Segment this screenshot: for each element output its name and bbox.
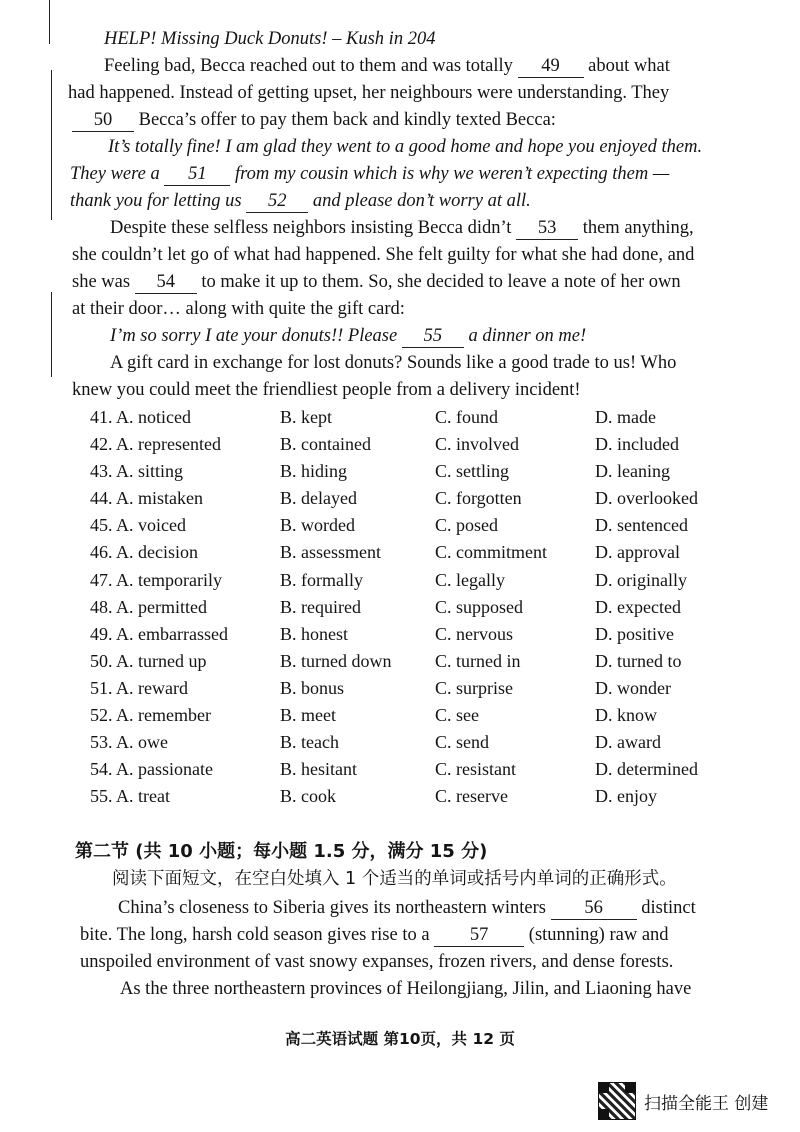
option-c: C. reserve (435, 786, 508, 807)
option-row (90, 539, 750, 566)
passage-line (72, 269, 748, 296)
passage-text: China’s closeness to Siberia gives its northeastern winters (118, 898, 546, 918)
option-d: D. award (595, 732, 661, 753)
option-d: D. enjoy (595, 786, 657, 807)
option-c: C. posed (435, 515, 498, 536)
option-b: B. contained (280, 434, 371, 455)
passage-text: them anything, (582, 218, 694, 238)
blank-56: 56 (551, 897, 637, 920)
option-c: C. legally (435, 569, 505, 590)
option-b: B. hiding (280, 461, 348, 482)
option-c: C. commitment (435, 542, 547, 563)
passage-text: about what (588, 56, 670, 76)
blank-49: 49 (518, 55, 584, 78)
option-b: B. formally (280, 569, 363, 590)
option-c: C. resistant (435, 759, 516, 780)
blank-51: 51 (164, 163, 230, 186)
option-c: C. see (435, 705, 479, 726)
option-d: D. positive (595, 623, 674, 644)
section2-line (118, 895, 738, 922)
option-row (90, 648, 750, 675)
blank-55: 55 (402, 325, 464, 348)
binding-margin-line-lower (51, 292, 52, 377)
option-b: B. hesitant (280, 759, 357, 780)
option-a: 47. A. temporarily (90, 569, 222, 590)
option-c: C. found (435, 407, 498, 427)
option-d: D. determined (595, 759, 698, 780)
quote-line (70, 161, 746, 188)
passage-line: at their door… along with quite the gift card: (72, 299, 405, 319)
option-c: C. surprise (435, 677, 513, 698)
option-b: B. required (280, 596, 361, 617)
scanner-watermark (598, 1082, 768, 1120)
scanner-label: 扫描全能王 创建 (644, 1093, 769, 1114)
section2-line: As the three northeastern provinces of Heilongjiang, Jilin, and Liaoning have (120, 979, 692, 999)
option-b: B. honest (280, 623, 349, 644)
option-a: 50. A. turned up (90, 650, 207, 671)
option-b: B. assessment (280, 542, 381, 563)
option-a: 46. A. decision (90, 542, 198, 563)
option-row (90, 621, 750, 648)
option-a: 49. A. embarrassed (90, 623, 228, 644)
option-c: C. nervous (435, 623, 513, 644)
options-list (90, 404, 750, 810)
passage-text: thank you for letting us (70, 191, 242, 211)
option-d: D. leaning (595, 461, 670, 482)
passage-text: from my cousin which is why we weren’t expecting them — (235, 164, 670, 184)
passage-text: bite. The long, harsh cold season gives rise to a (80, 925, 430, 945)
option-a: 52. A. remember (90, 705, 211, 726)
blank-54: 54 (135, 271, 197, 294)
option-b: B. bonus (280, 677, 345, 698)
option-a: 54. A. passionate (90, 759, 213, 780)
option-a: 48. A. permitted (90, 596, 207, 617)
option-d: D. sentenced (595, 515, 688, 536)
option-row (90, 431, 750, 458)
option-row (90, 675, 750, 702)
option-row (90, 729, 750, 756)
option-b: B. worded (280, 515, 355, 536)
binding-margin-line-middle (51, 70, 52, 220)
passage-text: she was (72, 272, 131, 292)
option-row (90, 404, 750, 431)
section2-line (80, 922, 756, 949)
option-a: 42. A. represented (90, 434, 221, 455)
passage-title: HELP! Missing Duck Donuts! – Kush in 204 (104, 29, 436, 49)
passage-text: distinct (641, 898, 696, 918)
blank-52: 52 (246, 190, 308, 213)
option-b: B. kept (280, 407, 332, 427)
passage-text: Becca’s offer to pay them back and kindly texted Becca: (138, 110, 556, 130)
option-a: 44. A. mistaken (90, 488, 203, 509)
option-row (90, 756, 750, 783)
option-d: D. included (595, 434, 679, 455)
passage-line: knew you could meet the friendliest people from a delivery incident! (72, 380, 581, 400)
option-a: 55. A. treat (90, 786, 170, 807)
option-row (90, 594, 750, 621)
passage-text: Feeling bad, Becca reached out to them and was totally (104, 56, 513, 76)
option-row (90, 485, 750, 512)
option-row (90, 512, 750, 539)
quote-line: It’s totally fine! I am glad they went to a good home and hope you enjoyed them. (108, 137, 703, 157)
blank-53: 53 (516, 217, 578, 240)
option-c: C. settling (435, 461, 510, 482)
passage-text: a dinner on me! (468, 326, 587, 346)
option-row (90, 702, 750, 729)
passage-line: she couldn’t let go of what had happened. She felt guilty for what she had done, and (72, 245, 695, 265)
option-b: B. delayed (280, 488, 357, 509)
option-d: D. overlooked (595, 488, 698, 509)
option-d: D. made (595, 407, 656, 427)
option-a: 51. A. reward (90, 677, 188, 698)
quote-line (110, 323, 786, 350)
option-b: B. turned down (280, 650, 392, 671)
passage-line (104, 53, 744, 80)
option-d: D. approval (595, 542, 680, 563)
passage-text: to make it up to them. So, she decided to leave a note of her own (201, 272, 681, 292)
option-d: D. wonder (595, 677, 671, 698)
passage-text: (stunning) raw and (528, 925, 669, 945)
option-row (90, 783, 750, 810)
option-b: B. cook (280, 786, 336, 807)
option-c: C. supposed (435, 596, 524, 617)
option-d: D. turned to (595, 650, 682, 671)
option-d: D. originally (595, 569, 687, 590)
section2-line: unspoiled environment of vast snowy expanses, frozen rivers, and dense forests. (80, 952, 674, 972)
option-b: B. teach (280, 732, 339, 753)
option-c: C. send (435, 732, 489, 753)
option-a: 45. A. voiced (90, 515, 186, 536)
option-row (90, 567, 750, 594)
option-b: B. meet (280, 705, 336, 726)
passage-text: I’m so sorry I ate your donuts!! Please (110, 326, 398, 346)
passage-line: A gift card in exchange for lost donuts? Sounds like a good trade to us! Who (110, 353, 677, 373)
option-row (90, 458, 750, 485)
option-c: C. forgotten (435, 488, 522, 509)
option-a: 41. A. noticed (90, 407, 191, 427)
passage-line (72, 107, 748, 134)
passage-line: had happened. Instead of getting upset, her neighbours were understanding. They (68, 83, 670, 103)
binding-margin-line-top (49, 0, 50, 44)
section2-instruction: 阅读下面短文，在空白处填入 1 个适当的单词或括号内单词的正确形式。 (112, 869, 677, 889)
quote-line (70, 188, 746, 215)
passage-text: They were a (70, 164, 160, 184)
blank-57: 57 (434, 924, 524, 947)
option-a: 43. A. sitting (90, 461, 184, 482)
section2-title: 第二节 (共 10 小题；每小题 1.5 分，满分 15 分) (75, 841, 488, 862)
passage-text: Despite these selfless neighbors insisting Becca didn’t (110, 218, 512, 238)
option-a: 53. A. owe (90, 732, 168, 753)
option-d: D. know (595, 705, 657, 726)
option-d: D. expected (595, 596, 681, 617)
page-footer: 高二英语试题 第10页，共 12 页 (285, 1030, 515, 1048)
option-c: C. turned in (435, 650, 521, 671)
passage-text: and please don’t worry at all. (312, 191, 531, 211)
qr-code-icon (598, 1082, 636, 1120)
passage-line (110, 215, 786, 242)
blank-50: 50 (72, 109, 134, 132)
option-c: C. involved (435, 434, 519, 455)
